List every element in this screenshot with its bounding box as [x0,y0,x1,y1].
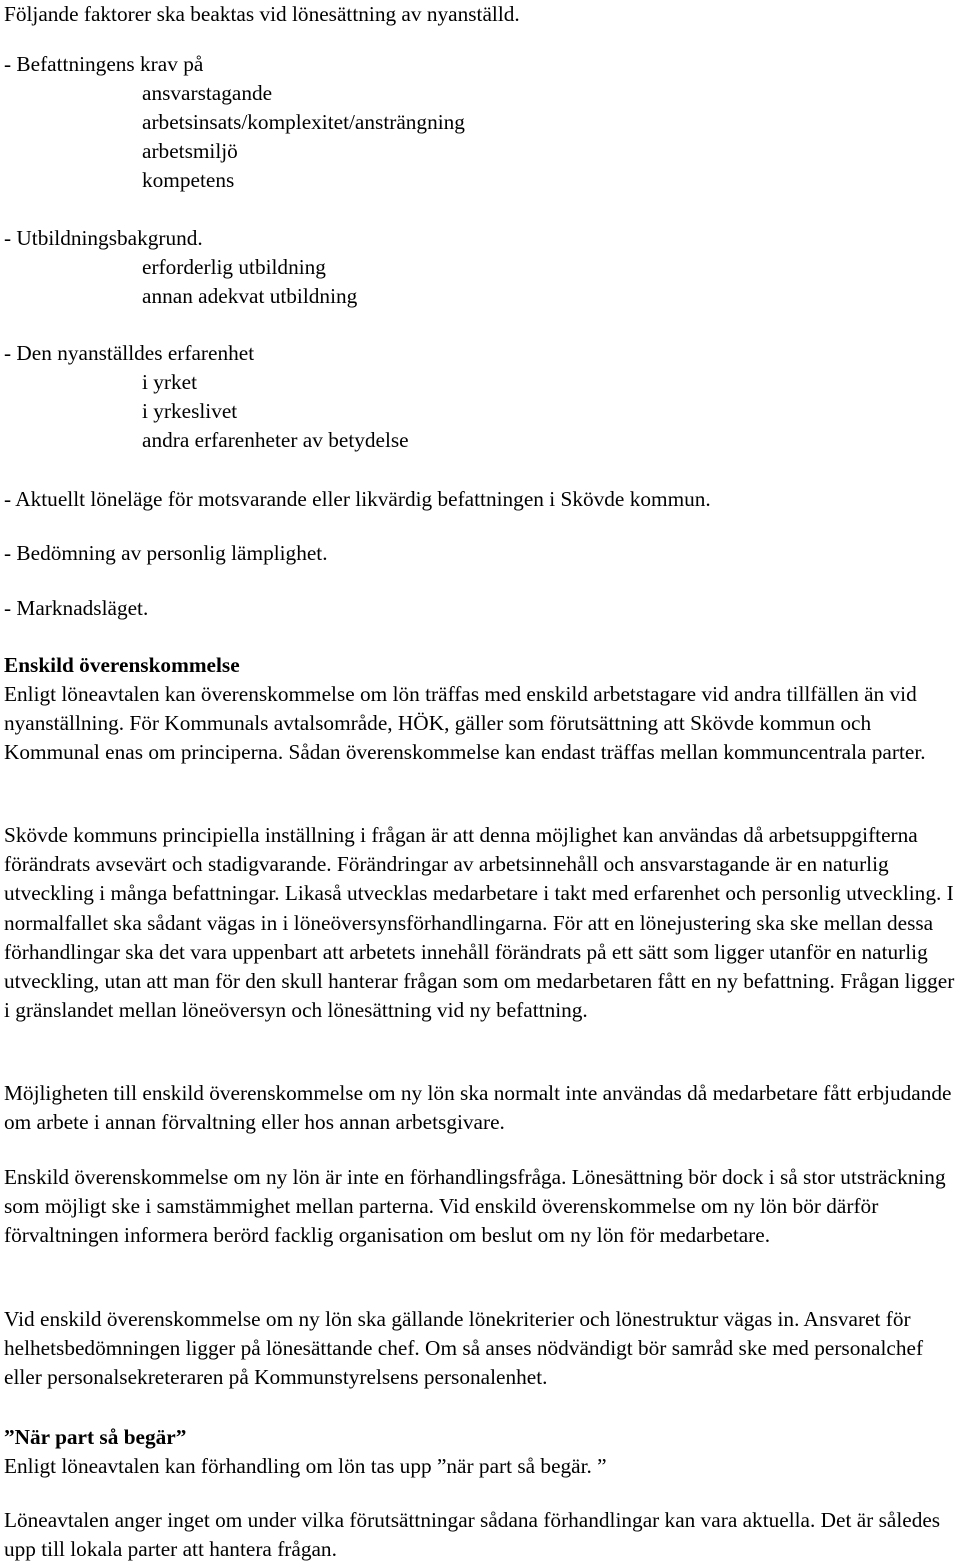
factor-item: arbetsmiljö [142,139,238,163]
paragraph: Enligt löneavtalen kan förhandling om lön tas upp ”när part så begär. ” [4,1454,607,1478]
paragraph: Löneavtalen anger inget om under vilka förutsättningar sådana förhandlingar kan vara aktuella. Det är således upp till lokala parter att hantera frågan. [4,1508,941,1562]
factor-item: ansvarstagande [142,81,273,105]
paragraph: Vid enskild överenskommelse om ny lön ska gällande lönekriterier och lönestruktur vägas in. Ansvaret för helhetsbedömningen ligger på lönesättande chef. Om så anses nödvändigt bör samråd ske med personalchef eller personalsekreteraren på Kommunstyrelsens personalenhet. [4,1307,924,1390]
paragraph: Möjligheten till enskild överenskommelse om ny lön ska normalt inte användas då medarbetare fått erbjudande om arbete i annan förvaltning eller hos annan arbetsgivare. [4,1081,952,1135]
factor-item: i yrkeslivet [142,399,238,423]
paragraph: Skövde kommuns principiella inställning i frågan är att denna möjlighet kan användas då arbetsuppgifterna förändrats avsevärt och stadigvarande. Förändringar av arbetsinnehåll och ansvarstagande är en naturlig utveckling i många befattningar. Likaså utvecklas medarbetare i takt med erfarenhet och personlig utveckling. I normalfallet ska sådant vägas in i löneöversynsförhandlingarna. För att en lönejustering ska ske mellan dessa förhandlingar ska det vara uppenbart att arbetets innehåll förändrats på ett sätt som ligger utanför en naturlig utveckling, utan att man för den skull hanterar frågan som om medarbetaren fått en ny befattning. Frågan ligger i gränslandet mellan löneöversyn och lönesättning vid ny befattning. [4,823,955,1023]
section-heading-when-party-requests: ”När part så begär” [4,1425,187,1449]
factor-item: erforderlig utbildning [142,255,326,279]
intro-text: Följande faktorer ska beaktas vid lönesättning av nyanställd. [4,2,520,26]
factor-suitability: - Bedömning av personlig lämplighet. [4,541,328,565]
factor-market: - Marknadsläget. [4,596,149,620]
paragraph: Enskild överenskommelse om ny lön är inte en förhandlingsfråga. Lönesättning bör dock i så stor utsträckning som möjligt ske i samstämmighet mellan parterna. Vid enskild överenskommelse om ny lön bör därför förvaltningen informera berörd facklig organisation om beslut om ny lön för medarbetare. [4,1165,946,1248]
factor-item: kompetens [142,168,235,192]
factor-salary-level: - Aktuellt löneläge för motsvarande eller likvärdig befattningen i Skövde kommun. [4,487,711,511]
factor-item: i yrket [142,370,197,394]
paragraph: Enligt löneavtalen kan överenskommelse om lön träffas med enskild arbetstagare vid andra tillfällen än vid nyanställning. För Kommunals avtalsområde, HÖK, gäller som förutsättning att Skövde kommun och Kommunal enas om principerna. Sådan överenskommelse kan endast träffas mellan kommuncentrala parter. [4,682,926,765]
factor-item: arbetsinsats/komplexitet/ansträngning [142,110,465,134]
factor-heading-requirements: - Befattningens krav på [4,52,204,76]
section-heading-individual-agreement: Enskild överenskommelse [4,653,240,677]
factor-heading-education: - Utbildningsbakgrund. [4,226,203,250]
factor-item: andra erfarenheter av betydelse [142,428,409,452]
factor-heading-experience: - Den nyanställdes erfarenhet [4,341,255,365]
factor-item: annan adekvat utbildning [142,284,358,308]
